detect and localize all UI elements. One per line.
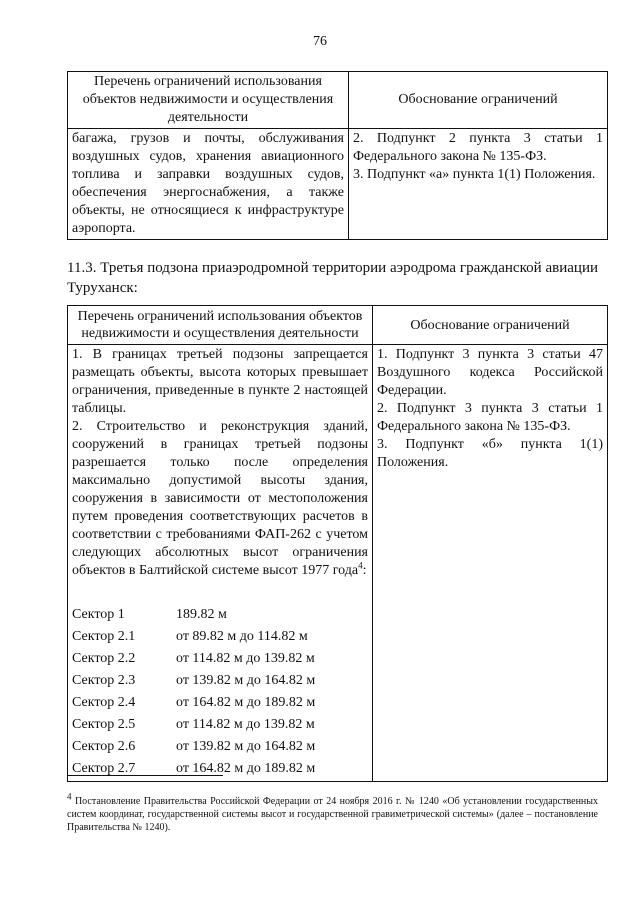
- sector-height: от 164.82 м до 189.82 м: [176, 761, 316, 776]
- restrictions-cell: [68, 345, 373, 782]
- footnote-reference: 4: [358, 560, 363, 571]
- footnote-text: Постановление Правительства Российской Федерации от 24 ноября 2016 г. № 1240 «Об установлении государственных систем координат, государственной системы высот и государственной гравиметрической системы» (далее – постановление Правительства № 1240).: [67, 796, 598, 833]
- footnote-mark: 4: [67, 791, 72, 802]
- sector-row: [72, 670, 368, 692]
- header-justification: Обоснование ограничений: [373, 306, 608, 345]
- table-row: [68, 345, 608, 782]
- restriction-item-2: [72, 418, 368, 580]
- sector-name: Сектор 2.1: [72, 629, 136, 644]
- table-header-row: [68, 72, 608, 129]
- sector-row: [72, 626, 368, 648]
- header-justification: Обоснование ограничений: [349, 72, 608, 129]
- sector-row: [72, 648, 368, 670]
- sector-row: [72, 736, 368, 758]
- table-row: [68, 129, 608, 240]
- sector-name: Сектор 2.5: [72, 717, 136, 732]
- header-restrictions: Перечень ограничений использования объектов недвижимости и осуществления деятельности: [68, 72, 349, 129]
- sector-height: от 139.82 м до 164.82 м: [176, 673, 316, 688]
- sector-height: от 114.82 м до 139.82 м: [176, 717, 315, 732]
- sector-row: [72, 604, 368, 626]
- sector-row: [72, 714, 368, 736]
- justification-item: 3. Подпункт «а» пункта 1(1) Положения.: [353, 167, 596, 182]
- justification-item: 1. Подпункт 3 пункта 3 статьи 47 Воздушного кодекса Российской Федерации.: [377, 347, 603, 398]
- restriction-item-2-end: :: [362, 563, 367, 578]
- sector-name: Сектор 2.6: [72, 739, 136, 754]
- justification-item: 3. Подпункт «б» пункта 1(1) Положения.: [377, 437, 603, 470]
- sector-height: от 114.82 м до 139.82 м: [176, 651, 315, 666]
- justification-cell: [373, 345, 608, 782]
- sector-name: Сектор 2.4: [72, 695, 136, 710]
- restriction-item-2-text: 2. Строительство и реконструкция зданий, сооружений в границах третьей подзоны разрешается только после определения максимально допустимой высоты здания, сооружения в зависимости от местоположения путем проведения соответствующих расчетов в соответствии с требованиями ФАП-262 с учетом следующих абсолютных высот ограничения объектов в Балтийской системе высот 1977 года: [72, 419, 368, 578]
- table-header-row: [68, 306, 608, 345]
- sector-name: Сектор 2.7: [72, 761, 136, 776]
- footnote: [67, 791, 598, 834]
- restrictions-table-continued: [67, 71, 608, 240]
- sector-height: от 164.82 м до 189.82 м: [176, 695, 316, 710]
- sector-height: от 139.82 м до 164.82 м: [176, 739, 316, 754]
- footnote-divider: [67, 775, 223, 776]
- justification-item: 2. Подпункт 3 пункта 3 статьи 1 Федерального закона № 135-ФЗ.: [377, 401, 603, 434]
- sector-row: [72, 758, 368, 780]
- sector-height: от 89.82 м до 114.82 м: [176, 629, 308, 644]
- sector-list: [72, 604, 368, 780]
- sector-row: [72, 692, 368, 714]
- sector-name: Сектор 1: [72, 607, 125, 622]
- sector-name: Сектор 2.3: [72, 673, 136, 688]
- restriction-text: багажа, грузов и почты, обслуживания воздушных судов, хранения авиационного топлива и заправки воздушных судов, обеспечения энергоснабжения, а также объекты, не относящиеся к инфраструктуре аэропорта.: [68, 129, 349, 240]
- sector-name: Сектор 2.2: [72, 651, 136, 666]
- sector-height: 189.82 м: [176, 607, 227, 622]
- justification-item: 2. Подпункт 2 пункта 3 статьи 1 Федерального закона № 135-ФЗ.: [353, 131, 603, 164]
- justification-cell: [349, 129, 608, 240]
- section-paragraph: 11.3. Третья подзона приаэродромной территории аэродрома гражданской авиации Туруханск:: [67, 260, 598, 296]
- page-number: 76: [313, 34, 327, 49]
- header-restrictions: Перечень ограничений использования объектов недвижимости и осуществления деятельности: [68, 306, 373, 345]
- third-subzone-table: [67, 305, 608, 782]
- restriction-item-1: 1. В границах третьей подзоны запрещается размещать объекты, высота которых превышает ограничения, приведенные в пункте 2 настоящей таблицы.: [72, 347, 368, 416]
